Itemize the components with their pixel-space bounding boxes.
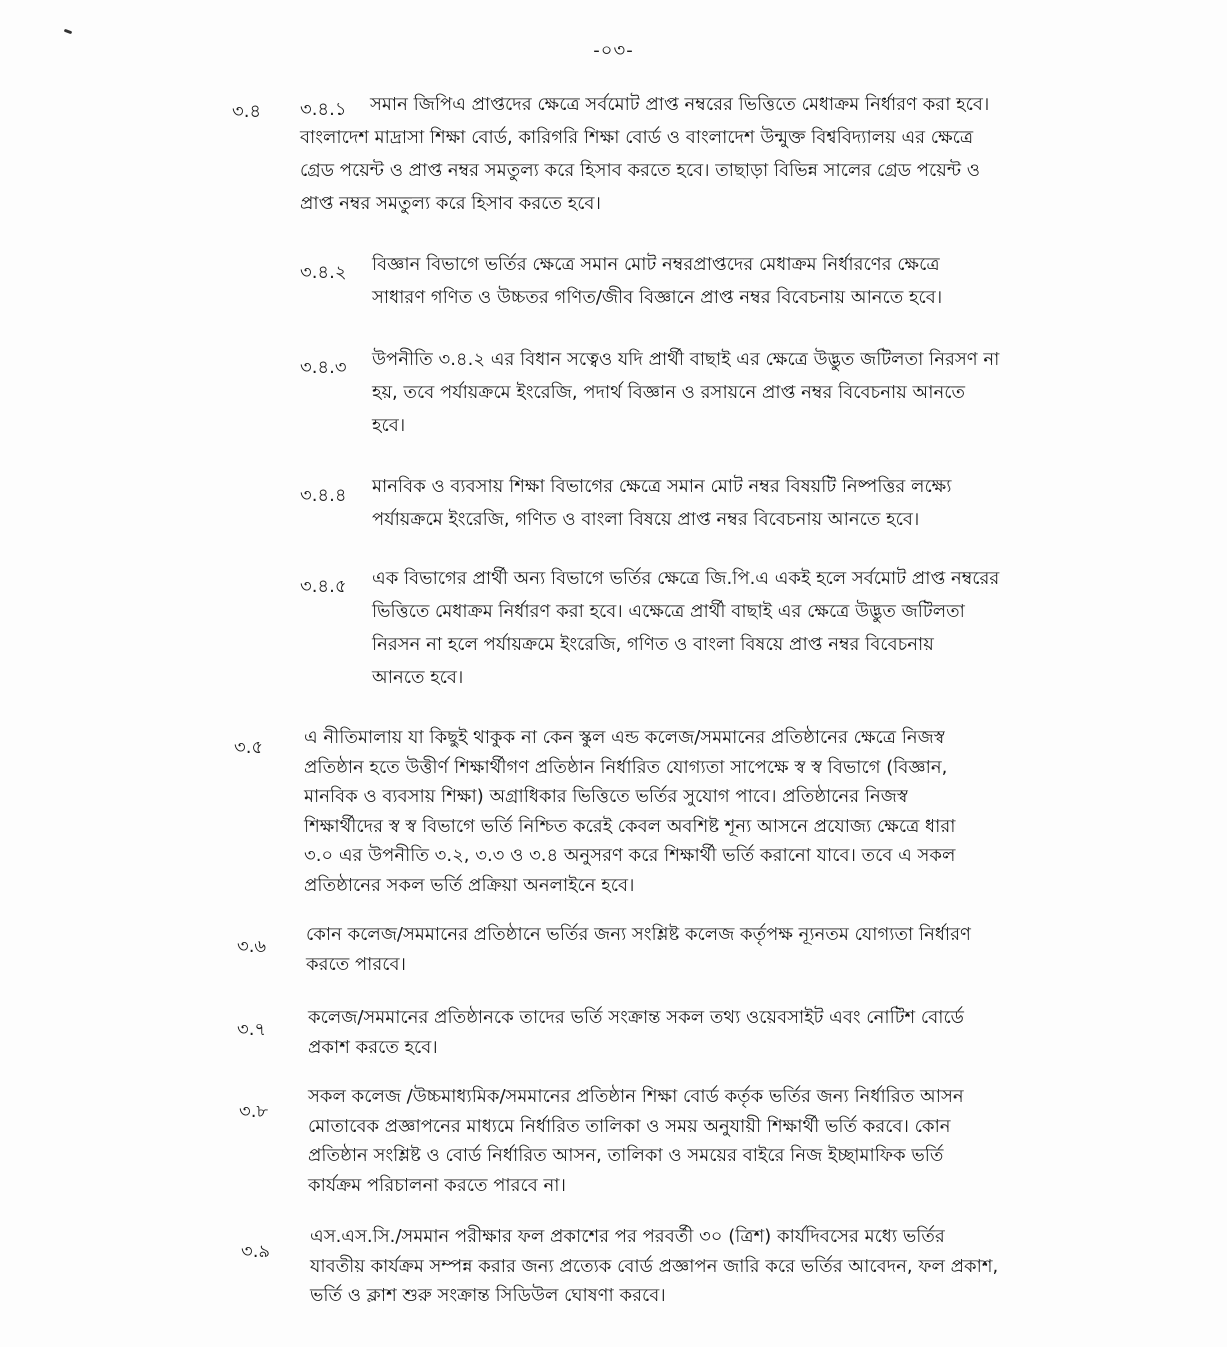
text-line: হয়, তবে পর্যায়ক্রমে ইংরেজি, পদার্থ বিজ্ঞান ও রসায়নে প্রাপ্ত নম্বর বিবেচনায় আনতে (372, 382, 966, 403)
text-line: কলেজ/সমমানের প্রতিষ্ঠানকে তাদের ভর্তি সংক্রান্ত সকল তথ্য ওয়েবসাইট এবং নোটিশ বোর্ডে (308, 1007, 964, 1028)
text-line: এস.এস.সি./সমমান পরীক্ষার ফল প্রকাশের পর পরবর্তী ৩০ (ত্রিশ) কার্যদিবসের মধ্যে ভর্তির (310, 1226, 945, 1247)
text-line: শিক্ষার্থীদের স্ব স্ব বিভাগে ভর্তি নিশ্চিত করেই কেবল অবশিষ্ট শূন্য আসনে প্রযোজ্য ক্ষেত্রে ধারা (304, 815, 956, 837)
text-line: ভিত্তিতে মেধাক্রম নির্ধারণ করা হবে। এক্ষেত্রে প্রার্থী বাছাই এর ক্ষেত্রে উদ্ভুত জটিলতা (372, 601, 965, 622)
subsection-3-4-1-text (300, 88, 1040, 220)
text-line: উপনীতি ৩.৪.২ এর বিধান সত্বেও যদি প্রার্থী বাছাই এর ক্ষেত্রে উদ্ভুত জটিলতা নিরসণ না (372, 349, 1000, 370)
text-line: গ্রেড পয়েন্ট ও প্রাপ্ত নম্বর সমতুল্য করে হিসাব করতে হবে। তাছাড়া বিভিন্ন সালের গ্রেড পয়েন্ট ও (300, 160, 980, 181)
section-3-5-text (304, 723, 1044, 900)
text-line: কার্যক্রম পরিচালনা করতে পারবে না। (308, 1174, 566, 1196)
subsection-number-3-4-1: ৩.৪.১ (300, 99, 347, 120)
text-line: মানবিক ও ব্যবসায় শিক্ষা) অগ্রাধিকার ভিত্তিতে ভর্তির সুযোগ পাবে। প্রতিষ্ঠানের নিজস্ব (304, 786, 908, 807)
text-line: প্রতিষ্ঠান হতে উত্তীর্ণ শিক্ষার্থীগণ প্রতিষ্ঠান নির্ধারিত যোগ্যতা সাপেক্ষে স্ব স্ব বিভাগে (বিজ্ঞান, (304, 756, 948, 778)
text-line: ৩.০ এর উপনীতি ৩.২, ৩.৩ ও ৩.৪ অনুসরণ করে শিক্ষার্থী ভর্তি করানো যাবে। তবে এ সকল (304, 845, 956, 866)
text-line: ভর্তি ও ক্লাশ শুরু সংক্রান্ত সিডিউল ঘোষণা করবে। (310, 1285, 666, 1306)
text-line: কোন কলেজ/সমমানের প্রতিষ্ঠানে ভর্তির জন্য সংশ্লিষ্ট কলেজ কর্তৃপক্ষ ন্যূনতম যোগ্যতা নির্ধারণ (306, 924, 971, 945)
text-line: এক বিভাগের প্রার্থী অন্য বিভাগে ভর্তির ক্ষেত্রে জি.পি.এ একই হলে সর্বমোট প্রাপ্ত নম্বরের (372, 568, 1000, 589)
text-line: নিরসন না হলে পর্যায়ক্রমে ইংরেজি, গণিত ও বাংলা বিষয়ে প্রাপ্ত নম্বর বিবেচনায় (372, 634, 934, 655)
subsection-3-4-4-text (372, 470, 1042, 536)
text-line: যাবতীয় কার্যক্রম সম্পন্ন করার জন্য প্রত্যেক বোর্ড প্রজ্ঞাপন জারি করে ভর্তির আবেদন, ফল প্রকাশ, (310, 1255, 999, 1277)
subsection-number-3-4-4: ৩.৪.৪ (300, 485, 347, 506)
section-number-3-9: ৩.৯ (241, 1241, 271, 1262)
section-3-8-text (308, 1082, 1048, 1200)
text-line: প্রতিষ্ঠানের সকল ভর্তি প্রক্রিয়া অনলাইনে হবে। (304, 874, 635, 896)
section-number-3-4: ৩.৪ (232, 101, 262, 122)
text-line: মোতাবেক প্রজ্ঞাপনের মাধ্যমে নির্ধারিত তালিকা ও সময় অনুযায়ী শিক্ষার্থী ভর্তি করবে। কোন (308, 1115, 951, 1137)
text-line: এ নীতিমালায় যা কিছুই থাকুক না কেন স্কুল এন্ড কলেজ/সমমানের প্রতিষ্ঠানের ক্ষেত্রে নিজস্ব (304, 727, 945, 748)
text-line: মানবিক ও ব্যবসায় শিক্ষা বিভাগের ক্ষেত্রে সমান মোট নম্বর বিষয়টি নিষ্পত্তির লক্ষ্যে (372, 476, 952, 497)
text-line: প্রাপ্ত নম্বর সমতুল্য করে হিসাব করতে হবে। (300, 193, 601, 214)
text-line: বাংলাদেশ মাদ্রাসা শিক্ষা বোর্ড, কারিগরি শিক্ষা বোর্ড ও বাংলাদেশ উন্মুক্ত বিশ্ববিদ্যালয় এর ক্ষেত্রে (300, 127, 974, 148)
scan-mark (64, 29, 73, 35)
section-number-3-8: ৩.৮ (239, 1101, 269, 1122)
text-line: আনতে হবে। (372, 667, 464, 688)
subsection-3-4-3-text (372, 343, 1042, 442)
section-3-7-text (308, 1003, 1048, 1062)
subsection-number-3-4-5: ৩.৪.৫ (300, 576, 347, 597)
subsection-3-4-2-text (372, 248, 992, 314)
text-line: প্রকাশ করতে হবে। (308, 1036, 438, 1058)
section-3-9-text (310, 1222, 1050, 1311)
section-number-3-6: ৩.৬ (237, 936, 267, 957)
text-line: সাধারণ গণিত ও উচ্চতর গণিত/জীব বিজ্ঞানে প্রাপ্ত নম্বর বিবেচনায় আনতে হবে। (372, 287, 943, 308)
text-line: হবে। (372, 415, 406, 436)
subsection-number-3-4-3: ৩.৪.৩ (300, 357, 347, 378)
subsection-3-4-5-text (372, 562, 1042, 694)
section-number-3-5: ৩.৫ (234, 737, 264, 758)
text-line: সমান জিপিএ প্রাপ্তদের ক্ষেত্রে সর্বমোট প্রাপ্ত নম্বরের ভিত্তিতে মেধাক্রম নির্ধারণ করা হবে। (370, 94, 990, 115)
text-line: পর্যায়ক্রমে ইংরেজি, গণিত ও বাংলা বিষয়ে প্রাপ্ত নম্বর বিবেচনায় আনতে হবে। (372, 509, 920, 530)
text-line: সকল কলেজ /উচ্চমাধ্যমিক/সমমানের প্রতিষ্ঠান শিক্ষা বোর্ড কর্তৃক ভর্তির জন্য নির্ধারিত আসন (308, 1086, 964, 1107)
section-3-6-text (306, 920, 1046, 979)
subsection-number-3-4-2: ৩.৪.২ (300, 262, 347, 283)
section-number-3-7: ৩.৭ (237, 1019, 267, 1040)
text-line: বিজ্ঞান বিভাগে ভর্তির ক্ষেত্রে সমান মোট নম্বরপ্রাপ্তদের মেধাক্রম নির্ধারণের ক্ষেত্রে (372, 254, 940, 275)
text-line: করতে পারবে। (306, 953, 406, 975)
page-number: -০৩- (593, 40, 634, 61)
text-line: প্রতিষ্ঠান সংশ্লিষ্ট ও বোর্ড নির্ধারিত আসন, তালিকা ও সময়ের বাইরে নিজ ইচ্ছামাফিক ভর্তি (308, 1145, 944, 1166)
